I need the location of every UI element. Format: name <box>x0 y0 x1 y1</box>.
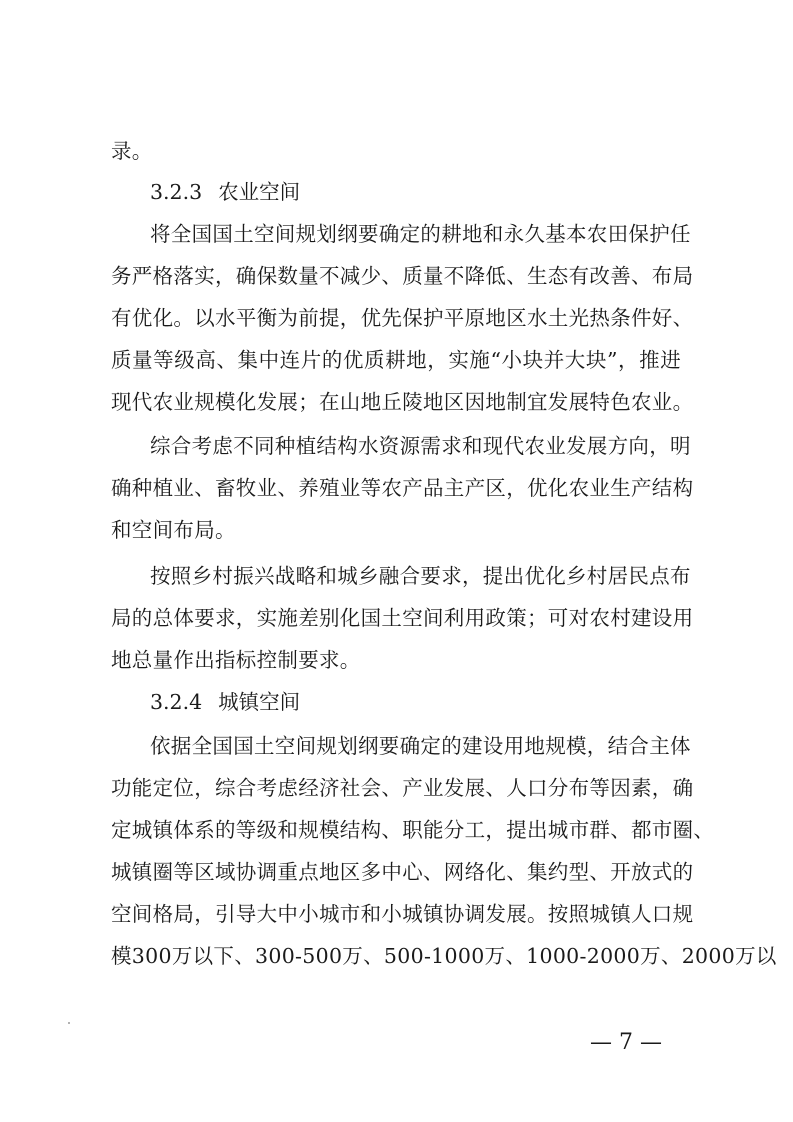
section-number: 3.2.4 <box>150 690 203 714</box>
body-line: 空间格局，引导大中小城市和小城镇协调发展。按照城镇人口规 <box>111 902 694 926</box>
body-line: 将全国国土空间规划纲要确定的耕地和永久基本农田保护任 <box>150 222 691 246</box>
section-heading-3-2-3 <box>150 172 300 212</box>
body-line: 有优化。以水平衡为前提，优先保护平原地区水土光热条件好、 <box>111 306 694 330</box>
body-line: 依据全国国土空间规划纲要确定的建设用地规模，结合主体 <box>150 734 691 758</box>
body-line: 现代农业规模化发展；在山地丘陵地区因地制宜发展特色农业。 <box>111 390 694 414</box>
body-line: 功能定位，综合考虑经济社会、产业发展、人口分布等因素，确 <box>111 776 694 800</box>
body-line: 录。 <box>111 139 153 163</box>
body-line: 局的总体要求，实施差别化国土空间利用政策；可对农村建设用 <box>111 606 694 630</box>
body-line: 确种植业、畜牧业、养殖业等农产品主产区，优化农业生产结构 <box>111 476 694 500</box>
body-line: 务严格落实，确保数量不减少、质量不降低、生态有改善、布局 <box>111 264 694 288</box>
body-line: 地总量作出指标控制要求。 <box>111 648 361 672</box>
section-title: 农业空间 <box>218 180 301 204</box>
section-heading-3-2-4 <box>150 682 300 722</box>
page-number: — 7 — <box>590 1030 662 1055</box>
body-line: 模300万以下、300-500万、500-1000万、1000-2000万、2000万以 <box>111 944 777 968</box>
body-line: 综合考虑不同种植结构水资源需求和现代农业发展方向，明 <box>150 434 691 458</box>
scan-speck <box>68 1022 70 1024</box>
section-title: 城镇空间 <box>218 690 301 714</box>
body-line: 定城镇体系的等级和规模结构、职能分工，提出城市群、都市圈、 <box>111 818 715 842</box>
body-line: 城镇圈等区域协调重点地区多中心、网络化、集约型、开放式的 <box>111 860 694 884</box>
section-number: 3.2.3 <box>150 180 203 204</box>
body-line: 和空间布局。 <box>111 518 236 542</box>
body-line: 质量等级高、集中连片的优质耕地，实施“小块并大块”，推进 <box>111 348 681 372</box>
body-line: 按照乡村振兴战略和城乡融合要求，提出优化乡村居民点布 <box>150 564 691 588</box>
